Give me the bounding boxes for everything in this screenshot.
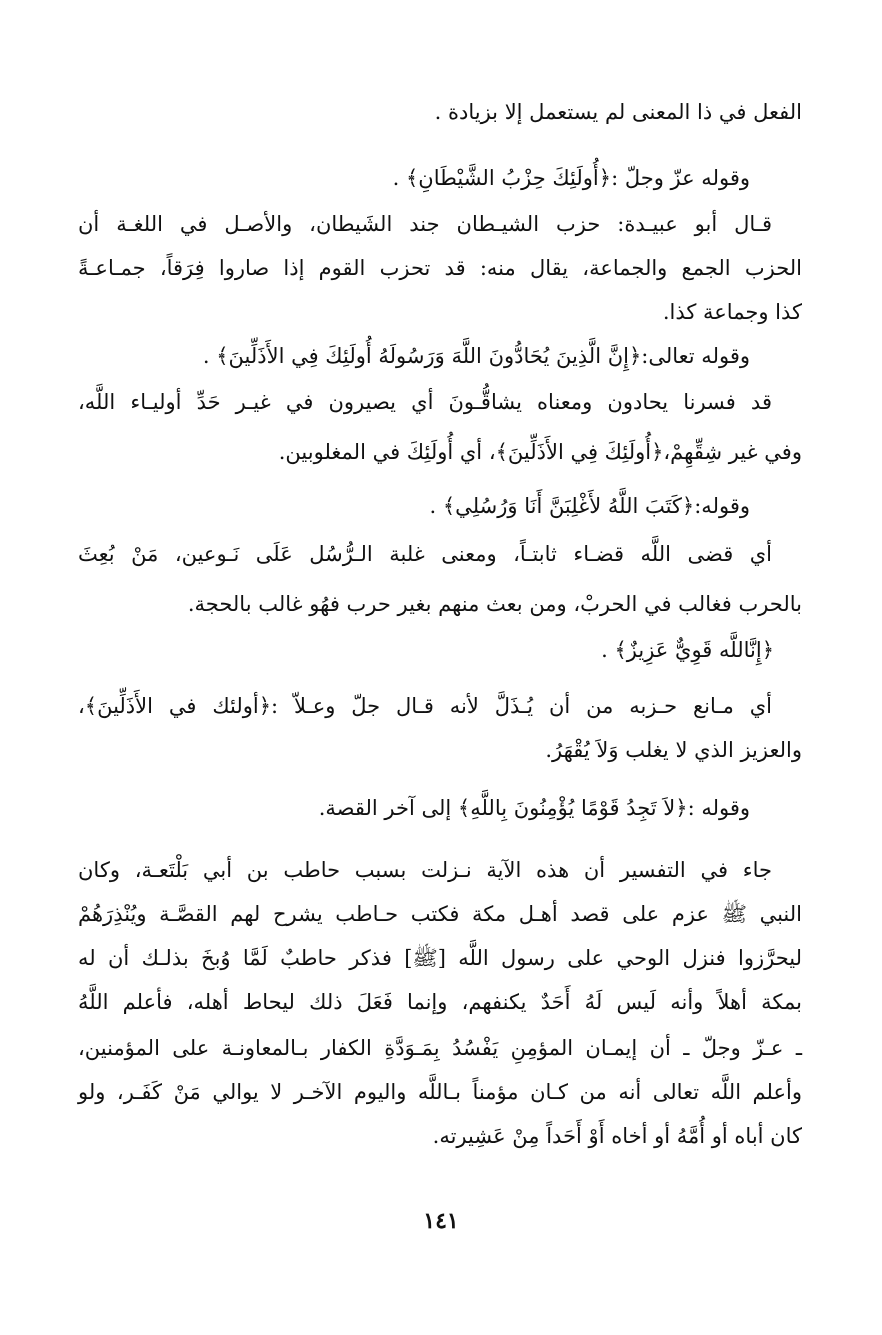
text-line: وفي غير شِقِّهِمْ،﴿أُولَئِكَ فِي الأَذَلِّينَ﴾، أي أُولَئِكَ في المغلوبين. bbox=[278, 440, 802, 464]
text-line: أي مـانع حـزبه من أن يُـذَلَّ لأنه قـال جلّ وعـلاّ :﴿أولئك في الأَذَلِّينَ﴾، bbox=[78, 694, 772, 718]
text-line: بمكة أهلاً وأنه لَيس لَهُ أَحَدٌ يكنفهم، وإنما فَعَلَ ذلك ليحاط أهله، فأعلم اللَّهُ bbox=[78, 990, 802, 1014]
text-line: وأعلم اللَّه تعالى أنه من كـان مؤمناً بـاللَّه واليوم الآخـر لا يوالي مَنْ كَفَـر، ولو bbox=[78, 1080, 802, 1104]
text-line: الفعل في ذا المعنى لم يستعمل إلا بزيادة . bbox=[434, 100, 802, 124]
text-line: أي قضى اللَّه قضـاء ثابتـاً، ومعنى غلبة الـرُّسُل عَلَى نَـوعين، مَنْ بُعِثَ bbox=[78, 542, 772, 566]
quran-verse-line: ﴿إِنَّاللَّه قَوِيٌّ عَزِيزٌ﴾ . bbox=[601, 638, 774, 662]
text-line: جاء في التفسير أن هذه الآية نـزلت بسبب حاطب بن أبي بَلْتَعـة، وكان bbox=[78, 858, 772, 882]
quran-verse-line: وقوله تعالى:﴿إِنَّ الَّذِينَ يُحَادُّونَ اللَّهَ وَرَسُولَهُ أُولَئِكَ فِي الأَذَلِّينَ﴾ . bbox=[202, 344, 750, 368]
text-line: ـ عـزّ وجلّ ـ أن إيمـان المؤمِنِ يَفْسُدُ بِمَـوَدَّةِ الكفار بـالمعاونـة على المؤمنين، bbox=[78, 1036, 802, 1060]
page-number: ١٤١ bbox=[423, 1208, 459, 1234]
text-line: قـال أبو عبيـدة: حزب الشيـطان جند الشَيطان، والأصـل في اللغـة أن bbox=[78, 212, 772, 236]
text-line: بالحرب فغالب في الحربْ، ومن بعث منهم بغير حرب فهُو غالب بالحجة. bbox=[187, 592, 802, 616]
text-line: كان أباه أو أُمَّهُ أو أخاه أَوْ أَحَداً مِنْ عَشِيرته. bbox=[432, 1124, 802, 1148]
text-line: الحزب الجمع والجماعة، يقال منه: قد تحزب القوم إذا صاروا فِرَقاً، جمـاعـةً bbox=[78, 256, 802, 280]
text-line: والعزيز الذي لا يغلب وَلاَ يُقْهَرُ. bbox=[545, 738, 802, 762]
text-line: ليحرَّزوا فنزل الوحي على رسول اللَّه [ﷺ] فذكر حاطبٌ لَمَّا وُبخَ بذلـك أن له bbox=[78, 946, 802, 970]
quran-verse-line: وقوله عزّ وجلّ :﴿أُولَئِكَ حِزْبُ الشَّيْطَانِ﴾ . bbox=[392, 166, 750, 190]
text-line: كذا وجماعة كذا. bbox=[662, 300, 802, 324]
quran-verse-line: وقوله:﴿كَتَبَ اللَّهُ لأَغْلِبَنَّ أَنَا وَرُسُلِي﴾ . bbox=[429, 494, 750, 518]
text-line: قد فسرنا يحادون ومعناه يشاقُّـونَ أي يصيرون في غيـر حَدِّ أوليـاء اللَّه، bbox=[78, 390, 772, 414]
quran-verse-line: وقوله :﴿لاَ تَجِدُ قَوْمًا يُؤْمِنُونَ بِاللَّهِ﴾ إلى آخر القصة. bbox=[318, 796, 750, 820]
text-line: النبي ﷺ عزم على قصد أهـل مكة فكتب حـاطب يشرح لهم القصَّـة ويُنْذِرَهُمْ bbox=[78, 902, 802, 926]
